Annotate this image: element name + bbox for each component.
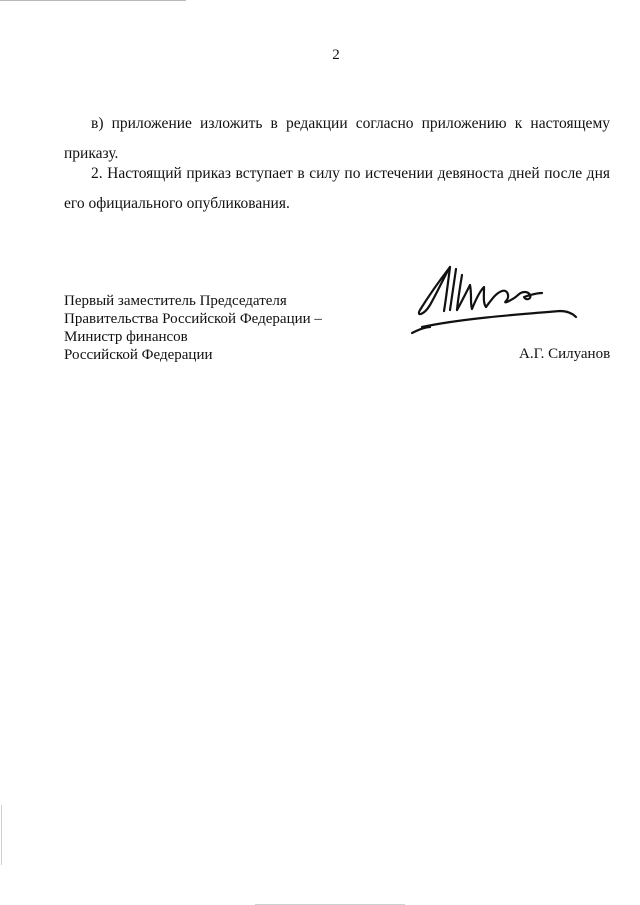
paragraph-line: приказу. [64,145,119,162]
paragraph-line: в) приложение изложить в редакции согласно приложению к настоящему [91,115,610,132]
paragraph-line: 2. Настоящий приказ вступает в силу по истечении девяноста дней после дня [91,165,610,182]
paragraph-effective-date [64,159,610,219]
page-number: 2 [332,47,340,63]
signatory-title [64,292,322,364]
scan-artifact-left [1,805,2,865]
signatory-title-line: Министр финансов [64,329,188,345]
paragraph-line: его официального опубликования. [64,195,290,212]
handwritten-signature [410,255,580,340]
signatory-title-line: Российской Федерации [64,347,213,363]
signatory-title-line: Правительства Российской Федерации – [64,311,322,327]
scan-artifact-top [0,0,186,1]
signatory-title-line: Первый заместитель Председателя [64,293,287,309]
signatory-name: А.Г. Силуанов [519,346,611,362]
